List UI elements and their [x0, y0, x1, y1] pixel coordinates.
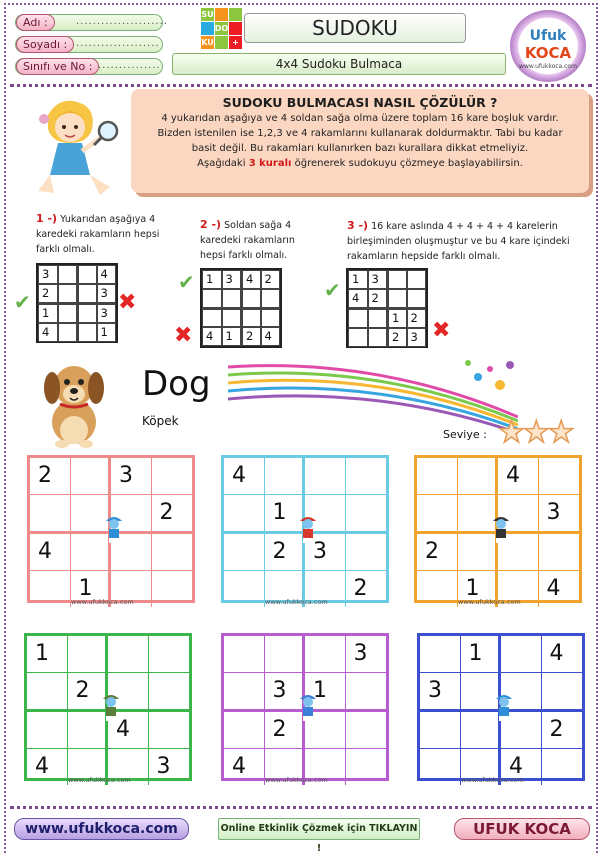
surname-field-label: Soyadı :: [16, 36, 74, 53]
cross-icon: ✖: [174, 323, 193, 348]
mini-grid-cell: 4: [202, 327, 222, 346]
page-subtitle: 4x4 Sudoku Bulmaca: [172, 53, 506, 75]
instructions-line-3: basit değil. Bu rakamları kullanırken bazı kurallara dikkat etmeliyiz.: [191, 143, 529, 154]
mini-grid-cell: [77, 303, 97, 323]
sudoku-cell[interactable]: [417, 458, 458, 495]
sudoku-cell[interactable]: 1: [461, 636, 502, 673]
sudoku-cell[interactable]: 4: [501, 749, 542, 785]
sudoku-cell[interactable]: 3: [111, 458, 152, 495]
mini-grid-cell: 4: [38, 323, 58, 342]
header-separator: [10, 84, 592, 87]
logo-tile: +: [229, 36, 242, 49]
sudoku-cell[interactable]: [224, 712, 265, 749]
sudoku-cell[interactable]: 3: [305, 534, 346, 571]
sudoku-puzzle-6: [417, 633, 585, 781]
sudoku-puzzle-5: [221, 633, 389, 781]
decorative-swoosh: [228, 357, 518, 437]
frame-left-border: [4, 3, 6, 853]
level-stars: ★★★: [498, 415, 573, 450]
sudoku-cell[interactable]: [30, 495, 71, 534]
mini-grid-cell: 4: [241, 270, 261, 289]
mini-grid-cell: [222, 308, 242, 327]
sudoku-cell[interactable]: [542, 673, 583, 712]
instructions-heading: SUDOKU BULMACASI NASIL ÇÖZÜLÜR ?: [222, 95, 498, 110]
class-number-field[interactable]: [15, 58, 163, 75]
footer-separator: [10, 806, 592, 809]
sudoku-cell[interactable]: [224, 673, 265, 712]
mini-grid-cell: 2: [261, 270, 281, 289]
sudoku-cell[interactable]: 1: [265, 495, 306, 534]
mini-grid-cell: [58, 284, 78, 303]
cartoon-mascot-icon: [102, 513, 126, 545]
mini-grid-cell: [222, 289, 242, 308]
sudoku-cell[interactable]: [30, 571, 71, 607]
instructions-text: [139, 111, 581, 171]
cartoon-mascot-icon: [296, 513, 320, 545]
rule-1-example-grid: [36, 263, 118, 343]
sudoku-cell[interactable]: 3: [420, 673, 461, 712]
mini-grid-cell: 2: [387, 328, 407, 347]
cross-icon: ✖: [118, 290, 137, 315]
sudoku-puzzle-4: [24, 633, 192, 781]
sudoku-cell[interactable]: [346, 673, 387, 712]
cross-icon: ✖: [432, 318, 451, 343]
mini-grid-cell: 3: [97, 284, 117, 303]
check-icon: ✔: [324, 278, 341, 302]
mini-grid-cell: [202, 289, 222, 308]
sudoku-cell[interactable]: [458, 458, 499, 495]
footer-website-link[interactable]: www.ufukkoca.com: [14, 818, 189, 840]
rule-2-example-grid: [200, 268, 282, 348]
sudoku-cell[interactable]: [265, 636, 306, 673]
sudoku-cell[interactable]: [149, 636, 190, 673]
vocab-word: Dog: [142, 364, 211, 404]
girl-with-magnifier-illustration: [30, 95, 130, 200]
sudoku-cell[interactable]: 1: [71, 571, 112, 607]
sudoku-cell[interactable]: [346, 495, 387, 534]
mini-grid-cell: [261, 308, 281, 327]
cartoon-mascot-icon: [492, 691, 516, 723]
watermark-url: www.ufukkoca.com: [265, 598, 328, 606]
watermark-url: www.ufukkoca.com: [68, 776, 131, 784]
sudoku-cell[interactable]: [417, 571, 458, 607]
rule-1: [36, 211, 166, 257]
sudoku-cell[interactable]: [224, 571, 265, 607]
mini-grid-cell: 1: [202, 270, 222, 289]
sudoku-cell[interactable]: [501, 636, 542, 673]
instructions-line-4-pre: Aşağıdaki: [197, 158, 246, 169]
mini-grid-cell: 3: [97, 303, 117, 323]
mini-grid-cell: 4: [348, 289, 368, 308]
sudoku-cell[interactable]: 3: [539, 495, 580, 534]
mini-grid-cell: [348, 328, 368, 347]
sudoku-cell[interactable]: 4: [224, 458, 265, 495]
sudoku-cell[interactable]: [420, 749, 461, 785]
mini-grid-cell: 3: [368, 270, 388, 289]
vocab-translation: Köpek: [142, 414, 179, 428]
sudoku-cell[interactable]: [224, 495, 265, 534]
mini-grid-cell: 1: [38, 303, 58, 323]
mini-grid-cell: [261, 289, 281, 308]
logo-text-top: Ufuk: [529, 28, 567, 44]
watermark-url: www.ufukkoca.com: [458, 598, 521, 606]
class-number-field-dots: ...............: [98, 60, 161, 71]
rule-2: [200, 217, 312, 263]
mini-grid-cell: [387, 289, 407, 308]
mini-grid-cell: [368, 328, 388, 347]
sudoku-cell[interactable]: [27, 673, 68, 712]
rule-1-text: Yukarıdan aşağıya 4 karedeki rakamların hepsi farklı olmalı.: [36, 214, 160, 255]
mini-grid-cell: 2: [38, 284, 58, 303]
sudoku-cell[interactable]: [539, 458, 580, 495]
sudoku-cell[interactable]: [224, 534, 265, 571]
sudoku-cell[interactable]: 2: [353, 576, 368, 601]
sudoku-cell[interactable]: [305, 636, 346, 673]
sudoku-cell[interactable]: 4: [546, 576, 561, 601]
mini-grid-cell: 3: [38, 265, 58, 284]
dog-illustration: [40, 360, 110, 450]
mini-grid-cell: [77, 323, 97, 342]
rule-2-number: 2 -): [200, 218, 222, 231]
mini-grid-cell: [387, 270, 407, 289]
sudoku-cell[interactable]: [346, 749, 387, 785]
rule-1-number: 1 -): [36, 212, 58, 225]
sudoku-cell[interactable]: 2: [265, 534, 306, 571]
mini-grid-cell: 4: [261, 327, 281, 346]
logo-tile: DO: [214, 24, 229, 33]
sudoku-cell[interactable]: [108, 636, 149, 673]
page-title: SUDOKU: [244, 13, 466, 43]
rule-3-text: 16 kare aslında 4 + 4 + 4 + 4 karelerin birleşiminden oluşmuştur ve bu 4 kare içindeki rakamların hepside farklı olmalı.: [347, 221, 570, 262]
mini-grid-cell: [241, 308, 261, 327]
mini-grid-cell: [58, 303, 78, 323]
rule-2-text: Soldan sağa 4 karedeki rakamların hepsi farklı olmalı.: [200, 220, 295, 261]
check-icon: ✔: [178, 270, 195, 294]
sudoku-cell[interactable]: [539, 534, 580, 571]
frame-top-border: [4, 3, 598, 5]
mini-grid-cell: [58, 265, 78, 284]
sudoku-cell[interactable]: 4: [27, 749, 68, 785]
cartoon-mascot-icon: [296, 691, 320, 723]
sudoku-cell[interactable]: [149, 712, 190, 749]
sudoku-cell[interactable]: [149, 673, 190, 712]
rule-3: [347, 218, 575, 264]
watermark-url: www.ufukkoca.com: [71, 598, 134, 606]
logo-url: www.ufukkoca.com: [519, 63, 577, 70]
mini-grid-cell: 2: [368, 289, 388, 308]
mini-grid-cell: [77, 284, 97, 303]
class-number-field-label: Sınıfı ve No :: [16, 58, 99, 75]
sudoku-cell[interactable]: 2: [68, 673, 109, 712]
mini-grid-cell: [407, 270, 427, 289]
logo-tile: SU: [201, 10, 214, 19]
cartoon-mascot-icon: [99, 691, 123, 723]
sudoku-cell[interactable]: 3: [156, 754, 171, 779]
frame-right-border: [596, 3, 598, 853]
instructions-line-4-post: öğrenerek sudokuyu çözmeye başlayabilirsin.: [294, 158, 523, 169]
sudoku-cell[interactable]: [420, 636, 461, 673]
sudoku-cell[interactable]: 4: [542, 636, 583, 673]
mini-grid-cell: 2: [241, 327, 261, 346]
logo-text-bottom: KOCA: [524, 44, 572, 62]
sudoku-cell[interactable]: [417, 495, 458, 534]
surname-field-dots: ....................: [76, 38, 160, 49]
sudoku-cell[interactable]: [346, 458, 387, 495]
sudoku-puzzle-3: [414, 455, 582, 603]
mini-grid-cell: 4: [97, 265, 117, 284]
mini-grid-cell: 1: [222, 327, 242, 346]
surname-field[interactable]: [15, 36, 163, 53]
name-field[interactable]: [15, 14, 168, 31]
sudoku-cell[interactable]: [420, 712, 461, 749]
cartoon-mascot-icon: [489, 513, 513, 545]
ufuk-koca-logo[interactable]: [510, 10, 586, 82]
instructions-line-1: 4 yukarıdan aşağıya ve 4 soldan sağa olma üzere toplam 16 kare boşluk vardır.: [161, 113, 559, 124]
sudoku-cell[interactable]: 3: [265, 673, 306, 712]
instructions-line-4-highlight: 3 kuralı: [248, 158, 292, 169]
sudoku-cell[interactable]: 1: [27, 636, 68, 673]
mini-grid-cell: [368, 308, 388, 328]
sudoku-logo: [201, 8, 241, 50]
mini-grid-cell: [58, 323, 78, 342]
sudoku-cell[interactable]: 4: [498, 458, 539, 495]
mini-grid-cell: [407, 289, 427, 308]
mini-grid-cell: [77, 265, 97, 284]
check-icon: ✔: [14, 290, 31, 314]
mini-grid-cell: 1: [387, 308, 407, 328]
name-field-label: Adı :: [16, 14, 55, 31]
sudoku-cell[interactable]: 2: [30, 458, 71, 495]
sudoku-cell[interactable]: [346, 712, 387, 749]
sudoku-puzzle-1: [27, 455, 195, 603]
sudoku-cell[interactable]: [346, 534, 387, 571]
sudoku-cell[interactable]: 1: [458, 571, 499, 607]
online-activity-button[interactable]: Online Etkinlik Çözmek için TIKLAYIN !: [218, 818, 420, 840]
mini-grid-cell: 3: [222, 270, 242, 289]
sudoku-cell[interactable]: [68, 636, 109, 673]
footer-author-name[interactable]: UFUK KOCA: [454, 818, 590, 840]
sudoku-cell[interactable]: 2: [542, 712, 583, 749]
rule-3-number: 3 -): [347, 219, 369, 232]
watermark-url: www.ufukkoca.com: [461, 776, 524, 784]
sudoku-cell[interactable]: 3: [346, 636, 387, 673]
sudoku-cell[interactable]: [27, 712, 68, 749]
sudoku-cell[interactable]: 4: [108, 712, 149, 749]
sudoku-cell[interactable]: [265, 458, 306, 495]
instructions-box: [131, 89, 589, 193]
sudoku-puzzle-2: [221, 455, 389, 603]
sudoku-cell[interactable]: [152, 458, 193, 495]
sudoku-cell[interactable]: [152, 571, 193, 607]
sudoku-cell[interactable]: 2: [417, 534, 458, 571]
instructions-line-2: Bizden istenilen ise 1,2,3 ve 4 rakamlarını kullanarak doldurmaktır. Tabi bu kadar: [157, 128, 563, 139]
sudoku-cell[interactable]: [71, 458, 112, 495]
name-field-dots: ......................: [76, 16, 168, 27]
sudoku-cell[interactable]: [152, 534, 193, 571]
level-label: Seviye :: [443, 428, 487, 441]
sudoku-cell[interactable]: [305, 458, 346, 495]
sudoku-cell[interactable]: [224, 636, 265, 673]
mini-grid-cell: [202, 308, 222, 327]
watermark-url: www.ufukkoca.com: [265, 776, 328, 784]
sudoku-cell[interactable]: 2: [152, 495, 193, 534]
sudoku-cell[interactable]: 4: [30, 534, 71, 571]
rule-3-example-grid: [346, 268, 428, 348]
mini-grid-cell: 1: [348, 270, 368, 289]
mini-grid-cell: 1: [97, 323, 117, 342]
mini-grid-cell: [241, 289, 261, 308]
sudoku-cell[interactable]: 2: [265, 712, 306, 749]
mini-grid-cell: 3: [407, 328, 427, 347]
sudoku-cell[interactable]: 4: [224, 749, 265, 785]
logo-tile: KU: [201, 38, 214, 47]
mini-grid-cell: [348, 308, 368, 328]
sudoku-cell[interactable]: 1: [305, 673, 346, 712]
mini-grid-cell: 2: [407, 308, 427, 328]
sudoku-cell[interactable]: [542, 749, 583, 785]
